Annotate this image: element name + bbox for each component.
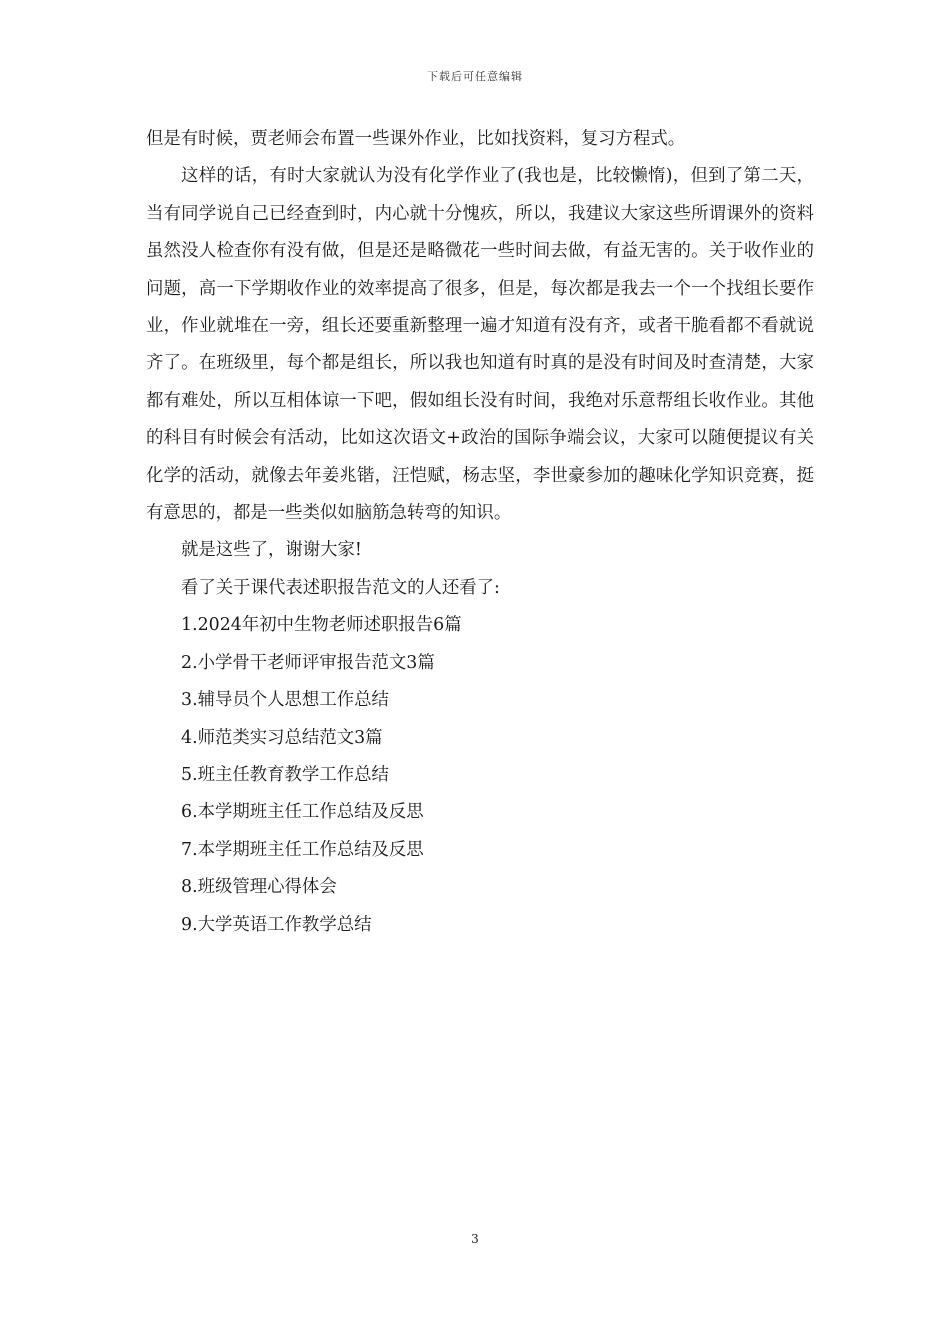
related-link[interactable]: 3.辅导员个人思想工作总结	[181, 690, 389, 711]
related-link[interactable]: 7.本学期班主任工作总结及反思	[181, 839, 424, 860]
related-link[interactable]: 2.小学骨干老师评审报告范文3篇	[181, 652, 435, 673]
related-heading: 看了关于课代表述职报告范文的人还看了:	[181, 577, 500, 598]
related-link[interactable]: 4.师范类实习总结范文3篇	[181, 727, 383, 748]
document-body	[146, 121, 814, 944]
paragraph-main: 这样的话，有时大家就认为没有化学作业了(我也是，比较懒惰)，但到了第二天，当有同学说自己已经查到时，内心就十分愧疚，所以，我建议大家这些所谓课外的资料虽然没人检查你有没有做，但是还是略微花一些时间去做，有益无害的。关于收作业的问题，高一下学期收作业的效率提高了很多，但是，每次都是我去一个一个找组长要作业，作业就堆在一旁，组长还要重新整理一遍才知道有没有齐，或者干脆看都不看就说齐了。在班级里，每个都是组长，所以我也知道有时真的是没有时间及时查清楚，大家都有难处，所以互相体谅一下吧，假如组长没有时间，我绝对乐意帮组长收作业。其他的科目有时候会有活动，比如这次语文+政治的国际争端会议，大家可以随便提议有关化学的活动，就像去年姜兆锴，汪恺赋，杨志坚，李世豪参加的趣味化学知识竞赛，挺有意思的，都是一些类似如脑筋急转弯的知识。	[146, 166, 814, 524]
page-number: 3	[471, 1232, 479, 1246]
related-link[interactable]: 6.本学期班主任工作总结及反思	[181, 802, 424, 823]
related-link[interactable]: 9.大学英语工作教学总结	[181, 914, 372, 935]
page-header: 下载后可任意编辑	[427, 70, 523, 83]
related-link[interactable]: 5.班主任教育教学工作总结	[181, 764, 389, 785]
paragraph-closing: 就是这些了，谢谢大家!	[181, 540, 362, 561]
related-link[interactable]: 8.班级管理心得体会	[181, 877, 337, 898]
related-link[interactable]: 1.2024年初中生物老师述职报告6篇	[181, 615, 462, 636]
paragraph-continuation: 但是有时候，贾老师会布置一些课外作业，比如找资料，复习方程式。	[146, 129, 686, 149]
related-list	[146, 607, 814, 944]
